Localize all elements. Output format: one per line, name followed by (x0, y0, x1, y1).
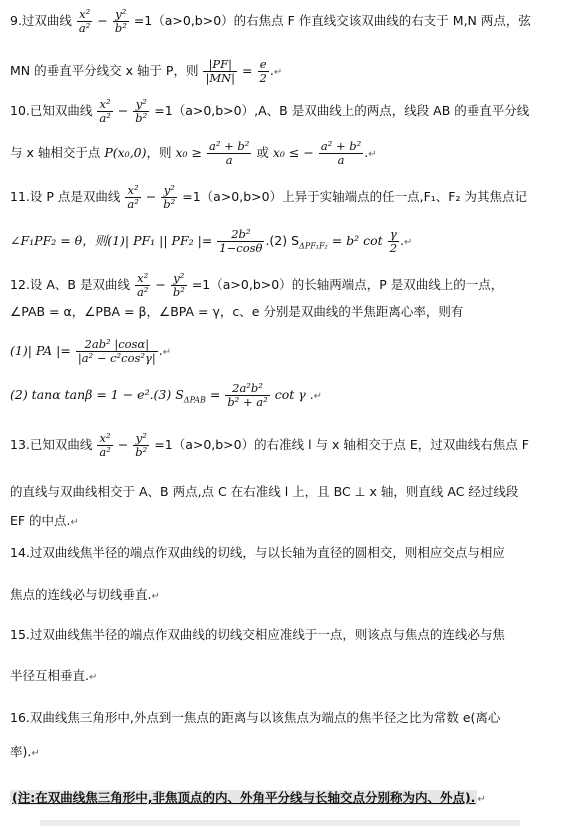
item-13-line-2: 的直线与双曲线相交于 A、B 两点,点 C 在右准线 l 上，且 BC ⊥ x 轴，则直线 AC 经过线段 (10, 484, 519, 499)
fraction: $\frac{\text{2b²}}{1-\cos\theta}$ (219, 227, 263, 255)
fraction: $\frac{\gamma}{2}$ (389, 227, 398, 255)
item-10-line-2: 与 x 轴相交于点 P(x₀,0)，则 x₀ ≥ $\frac{\text{a² + b²}}{a}$ 或 x₀ ≤ − $\frac{\text{a² + b²}}{a}$ .↵ (10, 139, 377, 167)
item-9-line-2: MN 的垂直平分线交 x 轴于 P，则 $\frac{|PF|}{|MN|}$ = $\frac{e}{2}$ .↵ (10, 57, 283, 85)
fraction: $\frac{\text{2ab² |cosα|}}{\text{|a² − c²cos²γ|}}$ (77, 337, 156, 365)
item-12-line-2: ∠PAB = α，∠PBA = β，∠BPA = γ，c、e 分别是双曲线的半焦距离心率，则有 (10, 304, 464, 319)
fraction: $\frac{\text{x²}}{\text{a²}}$ (127, 183, 139, 211)
fraction: $\frac{\text{y²}}{\text{b²}}$ (135, 97, 148, 125)
item-16-line-2: 率).↵ (10, 744, 40, 759)
faint-bottom-line (40, 820, 520, 826)
item-9-line-1: 9.过双曲线 $\frac{\text{x²}}{\text{a²}}$ − $\frac{\text{y²}}{\text{b²}}$ =1（a>0,b>0）的右焦点 F 作直线交该双曲线的右支于 M,N 两点，弦 (10, 7, 531, 35)
item-12-line-4: (2) tanα tanβ = 1 − e².(3) $S_{\Delta PAB}$ = $\frac{\text{2a²b²}}{\text{b² + a²}}$ cot γ .↵ (10, 381, 323, 409)
item-13-line-3: EF 的中点.↵ (10, 513, 79, 528)
fraction: $\frac{|PF|}{|MN|}$ (205, 57, 236, 85)
item-11-line-2: ∠F₁PF₂ = θ，则(1)| PF₁ || PF₂ |= $\frac{\text{2b²}}{1-\cos\theta}$ .(2) $S_{\Delta PF_1F_2} = b^2$ cot $\frac{\gamma}{2}$ .↵ (10, 227, 413, 255)
item-13-line-1: 13.已知双曲线 $\frac{\text{x²}}{\text{a²}}$ − $\frac{\text{y²}}{\text{b²}}$ =1（a>0,b>0）的右准线 l 与 x 轴相交于点 E，过双曲线右焦点 F (10, 431, 529, 459)
fraction: $\frac{\text{y²}}{\text{b²}}$ (135, 431, 148, 459)
item-16-line-1: 16.双曲线焦三角形中,外点到一焦点的距离与以该焦点为端点的焦半径之比为常数 e(离心 (10, 710, 501, 725)
fraction: $\frac{\text{2a²b²}}{\text{b² + a²}}$ (227, 381, 268, 409)
fraction: $\frac{\text{x²}}{\text{a²}}$ (78, 7, 91, 35)
fraction: $\frac{\text{y²}}{\text{b²}}$ (163, 183, 176, 211)
fraction: $\frac{\text{x²}}{\text{a²}}$ (136, 271, 149, 299)
fraction: $\frac{\text{x²}}{\text{a²}}$ (99, 431, 111, 459)
item-14-line-1: 14.过双曲线焦半径的端点作双曲线的切线，与以长轴为直径的圆相交，则相应交点与相应 (10, 545, 505, 560)
item-11-line-1: 11.设 P 点是双曲线 $\frac{\text{x²}}{\text{a²}}$ − $\frac{\text{y²}}{\text{b²}}$ =1（a>0,b>0）上异于实轴端点的任一点,F₁、F₂ 为其焦点记 (10, 183, 527, 211)
item-15-line-2: 半径互相垂直.↵ (10, 668, 98, 683)
item-15-line-1: 15.过双曲线焦半径的端点作双曲线的切线交相应准线于一点，则该点与焦点的连线必与焦 (10, 627, 505, 642)
item-14-line-2: 焦点的连线必与切线垂直.↵ (10, 587, 160, 602)
item-12-line-1: 12.设 A、B 是双曲线 $\frac{\text{x²}}{\text{a²}}$ − $\frac{\text{y²}}{\text{b²}}$ =1（a>0,b>0）的长轴两端点，P 是双曲线上的一点， (10, 271, 504, 299)
fraction: $\frac{\text{x²}}{\text{a²}}$ (99, 97, 111, 125)
fraction: $\frac{\text{a² + b²}}{a}$ (209, 139, 250, 167)
fraction: $\frac{\text{y²}}{\text{b²}}$ (114, 7, 127, 35)
fraction: $\frac{e}{2}$ (259, 57, 267, 85)
note: (注:在双曲线焦三角形中,非焦顶点的内、外角平分线与长轴交点分别称为内、外点). ↵ (12, 790, 486, 805)
fraction: $\frac{\text{a² + b²}}{a}$ (320, 139, 362, 167)
item-10-line-1: 10.已知双曲线 $\frac{\text{x²}}{\text{a²}}$ − $\frac{\text{y²}}{\text{b²}}$ =1（a>0,b>0）,A、B 是双曲线上的两点，线段 AB 的垂直平分线 (10, 97, 530, 125)
fraction: $\frac{\text{y²}}{\text{b²}}$ (172, 271, 185, 299)
item-12-line-3: (1)| PA |= $\frac{\text{2ab² |cosα|}}{\text{|a² − c²cos²γ|}}$ .↵ (10, 337, 172, 365)
